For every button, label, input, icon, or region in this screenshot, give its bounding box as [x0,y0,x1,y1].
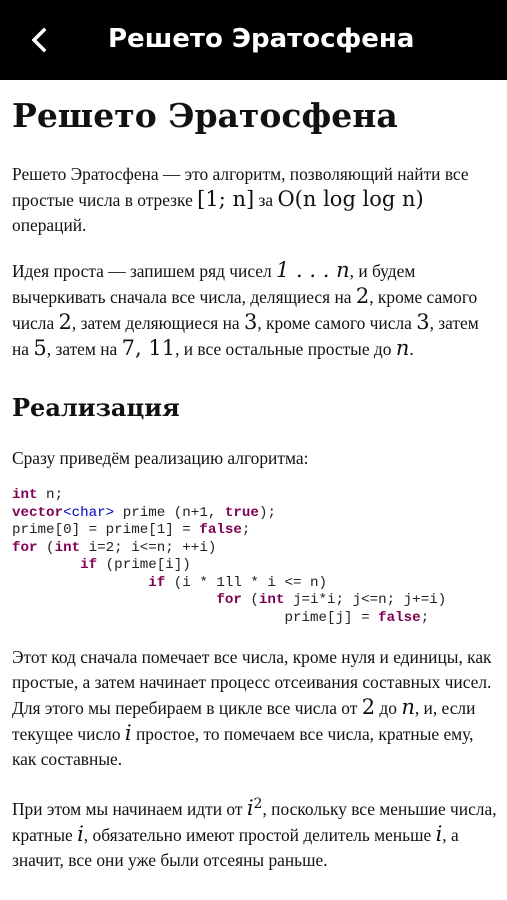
back-button[interactable] [24,24,56,56]
code-text: ; [420,609,430,626]
code-keyword: if [148,574,166,591]
section-heading: Реализация [12,393,180,422]
math: i [246,795,254,820]
code-keyword: int [258,592,285,608]
code-keyword: true [224,504,259,521]
math-complexity: O(n log log n) [277,187,424,211]
code-keyword: if [80,557,98,573]
code-text: ( [241,592,259,608]
code-text: n; [37,487,64,503]
text: При этом мы начинаем идти от [12,798,247,819]
text: простое, то помечаем все числа, кратные ему, как составные. [12,724,474,769]
text: , а значит, все они уже были отсеяны раньше. [12,824,459,870]
math: 2 [58,310,72,334]
article-content [12,88,498,873]
math: 3 [243,310,258,334]
text: , затем деляющиеся на [71,313,244,333]
impl-intro: Сразу приведём реализацию алгоритма: [12,448,309,468]
text: , и будем вычеркивать сначала все числа, делящиеся на [12,261,416,307]
intro-paragraph [12,162,498,238]
math: i [77,821,84,846]
math: 2 [361,695,376,719]
code-indent [12,592,216,608]
code-type: vector [12,504,64,521]
code-indent [12,610,284,626]
text: , затем на [46,339,122,359]
math: 2 [355,284,370,308]
math-interval: [1; n] [197,187,255,211]
math: i [435,821,443,846]
code-text: ; [241,522,251,538]
math: 1 . . . n [276,258,350,282]
text: , затем на [12,313,479,359]
code-text: j=i*i; j<=n; j+=i) [284,592,447,608]
code-text: ); [258,504,276,521]
code-indent [12,575,148,591]
text: , и, если текущее число [12,698,476,744]
arrow-left-icon [24,24,56,56]
idea-paragraph [12,258,498,362]
code-text: (prime[i]) [97,557,191,573]
code-keyword: int [54,539,81,556]
text: , кроме самого числа [12,287,478,333]
article-title: Решето Эратосфена [12,96,398,135]
code-indent [12,557,80,573]
math: 3 [416,310,430,334]
explanation-paragraph [12,645,498,772]
code-keyword: int [12,487,38,503]
text: , и все остальные простые до [175,339,396,359]
start-paragraph [12,792,498,873]
math: 5 [33,336,47,360]
code-keyword: for [216,592,242,608]
code-text: ( [37,539,55,556]
math: n [395,336,410,360]
text: операций. [12,215,87,235]
code-text: prime (n+1, [114,504,225,521]
code-text: prime[j] = [284,609,379,626]
text: , обязательно имеют простой делитель меньше [83,824,436,845]
app-bar [0,0,507,80]
text: , поскольку все меньшие числа, кратные [12,798,497,845]
text: до [375,698,402,718]
math: 7, 11 [121,336,176,360]
code-text: (i * 1ll * i <= n) [165,574,328,591]
code-block [12,487,498,627]
code-keyword: for [12,539,38,556]
code-keyword: false [378,609,421,626]
text: Этот код сначала помечает все числа, кроме нуля и единицы, как простые, а затем начинает процесс отсеивания составных чисел. Для этого мы перебираем в цикле все числа от [12,647,492,718]
code-keyword: false [199,522,242,538]
text: за [254,190,278,210]
math: i [124,721,132,745]
code-text: i=2; i<=n; ++i) [80,539,217,556]
math-superscript: 2 [253,796,263,812]
code-template: <char> [63,504,115,521]
text: Решето Эратосфена — это алгоритм, позволяющий найти все простые числа в отрезке [12,164,469,210]
code-text: prime[0] = prime[1] = [12,522,200,538]
text: , кроме самого числа [257,313,417,333]
math: n [401,695,415,719]
text: Идея проста — запишем ряд чисел [12,261,276,281]
text: . [409,339,414,359]
app-bar-title: Решето Эратосфена [108,24,415,54]
